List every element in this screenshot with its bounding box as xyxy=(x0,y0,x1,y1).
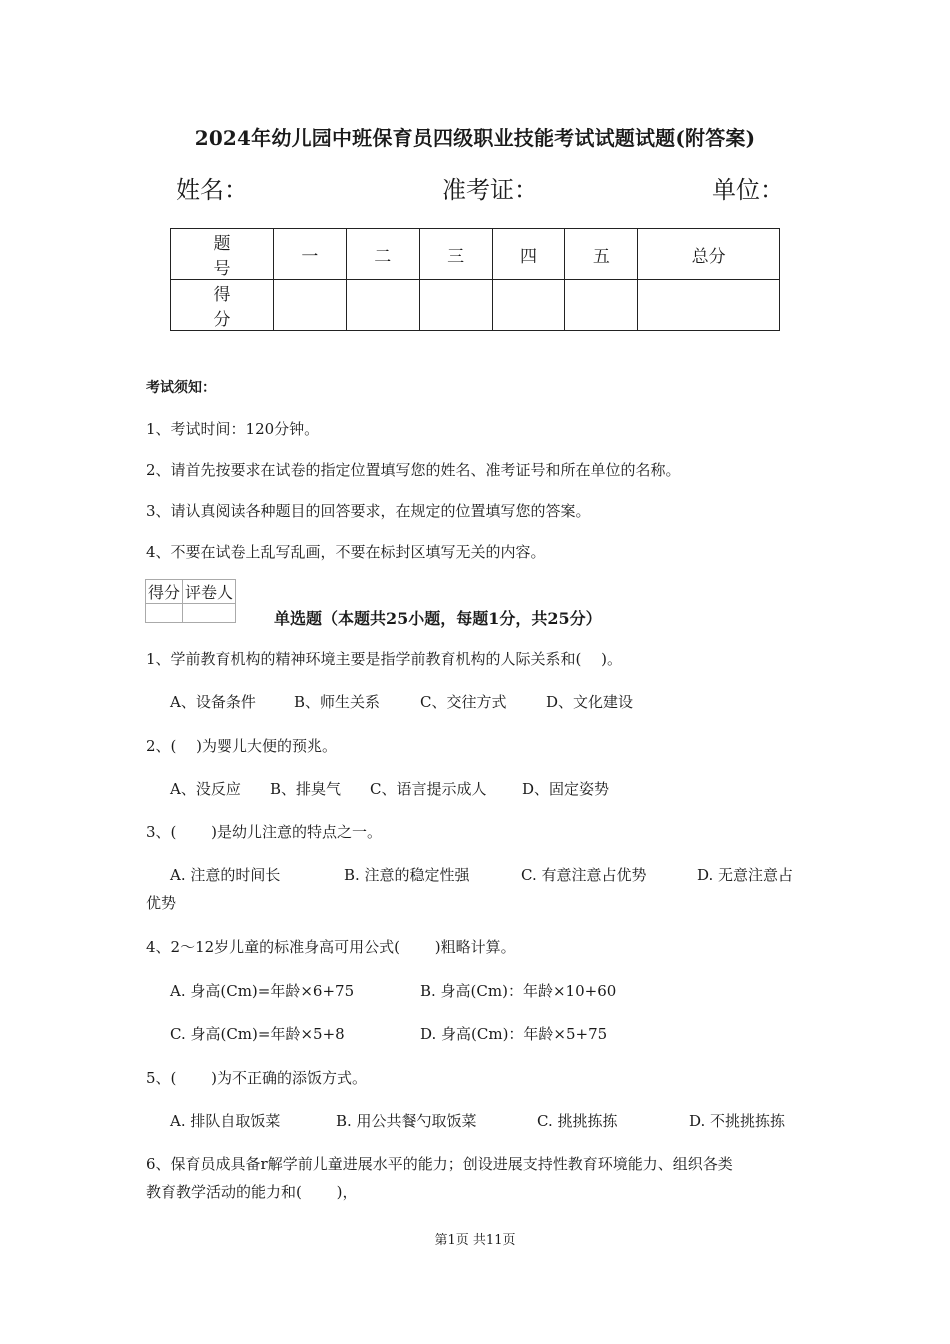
question-5-option-b: B. 用公共餐勺取饭菜 xyxy=(336,1112,477,1130)
grader-score-cell[interactable] xyxy=(146,604,183,623)
question-3-option-b: B. 注意的稳定性强 xyxy=(344,866,470,884)
question-5-stem: 5、( )为不正确的添饭方式。 xyxy=(146,1069,368,1087)
score-row-label: 得 分 xyxy=(171,280,274,331)
score-cell-total[interactable] xyxy=(638,280,780,331)
question-6-stem-continued: 教育教学活动的能力和( )， xyxy=(146,1183,358,1201)
grader-name-cell[interactable] xyxy=(183,604,236,623)
score-header-2: 二 xyxy=(346,229,419,280)
question-4-stem: 4、2～12岁儿童的标准身高可用公式( )粗略计算。 xyxy=(146,938,516,956)
score-table-header-row xyxy=(171,229,780,280)
question-3-option-d-continued: 优势 xyxy=(146,894,177,912)
score-header-total: 总分 xyxy=(638,229,780,280)
score-cell-4[interactable] xyxy=(492,280,565,331)
score-header-4: 四 xyxy=(492,229,565,280)
question-3-option-c: C. 有意注意占优势 xyxy=(521,866,647,884)
score-cell-5[interactable] xyxy=(565,280,638,331)
question-5-option-d: D. 不挑挑拣拣 xyxy=(689,1112,786,1130)
exam-id-field-label: 准考证： xyxy=(442,176,538,204)
question-4-option-c: C. 身高(Cm)=年龄×5+8 xyxy=(170,1025,345,1043)
question-1-option-b: B、师生关系 xyxy=(294,693,381,711)
question-3-stem: 3、( )是幼儿注意的特点之一。 xyxy=(146,823,383,841)
score-header-5: 五 xyxy=(565,229,638,280)
question-2-option-b: B、排臭气 xyxy=(270,780,342,798)
score-header-question-no: 题 号 xyxy=(171,229,274,280)
question-2-option-c: C、语言提示成人 xyxy=(370,780,487,798)
notice-item-2: 2、请首先按要求在试卷的指定位置填写您的姓名、准考证号和所在单位的名称。 xyxy=(146,461,681,479)
section-title: 单选题（本题共25小题，每题1分，共25分） xyxy=(274,609,602,628)
name-field-label: 姓名： xyxy=(176,176,248,204)
question-1-option-a: A、设备条件 xyxy=(170,693,256,711)
question-4-option-a: A. 身高(Cm)=年龄×6+75 xyxy=(170,982,355,1000)
unit-field-label: 单位： xyxy=(712,176,784,204)
page-title: 2024年幼儿园中班保育员四级职业技能考试试题试题(附答案) xyxy=(194,126,756,150)
score-table xyxy=(170,228,780,331)
question-6-stem: 6、保育员成具备r解学前儿童进展水平的能力；创设进展支持性教育环境能力、组织各类 xyxy=(146,1155,733,1173)
score-header-1: 一 xyxy=(274,229,347,280)
question-4-option-b: B. 身高(Cm)：年龄×10+60 xyxy=(420,982,617,1000)
question-2-stem: 2、( )为婴儿大便的预兆。 xyxy=(146,737,338,755)
question-2-option-d: D、固定姿势 xyxy=(522,780,610,798)
score-cell-1[interactable] xyxy=(274,280,347,331)
page-footer: 第1页 共11页 xyxy=(434,1233,516,1248)
grader-name-label: 评卷人 xyxy=(183,580,236,604)
question-1-option-d: D、文化建设 xyxy=(546,693,634,711)
question-4-option-d: D. 身高(Cm)：年龄×5+75 xyxy=(420,1025,608,1043)
question-3-option-a: A. 注意的时间长 xyxy=(170,866,281,884)
score-table-score-row xyxy=(171,280,780,331)
notice-item-1: 1、考试时间：120分钟。 xyxy=(146,420,320,438)
score-cell-2[interactable] xyxy=(346,280,419,331)
grader-box xyxy=(145,579,236,623)
question-5-option-a: A. 排队自取饭菜 xyxy=(170,1112,281,1130)
grader-score-label: 得分 xyxy=(146,580,183,604)
score-cell-3[interactable] xyxy=(419,280,492,331)
question-2-option-a: A、没反应 xyxy=(170,780,241,798)
question-3-option-d: D. 无意注意占 xyxy=(697,866,794,884)
question-1-stem: 1、学前教育机构的精神环境主要是指学前教育机构的人际关系和( )。 xyxy=(146,650,623,668)
notice-item-3: 3、请认真阅读各种题目的回答要求，在规定的位置填写您的答案。 xyxy=(146,502,591,520)
question-1-option-c: C、交往方式 xyxy=(420,693,507,711)
question-5-option-c: C. 挑挑拣拣 xyxy=(537,1112,618,1130)
score-header-3: 三 xyxy=(419,229,492,280)
notice-item-4: 4、不要在试卷上乱写乱画，不要在标封区填写无关的内容。 xyxy=(146,543,546,561)
notice-heading: 考试须知： xyxy=(146,380,216,396)
